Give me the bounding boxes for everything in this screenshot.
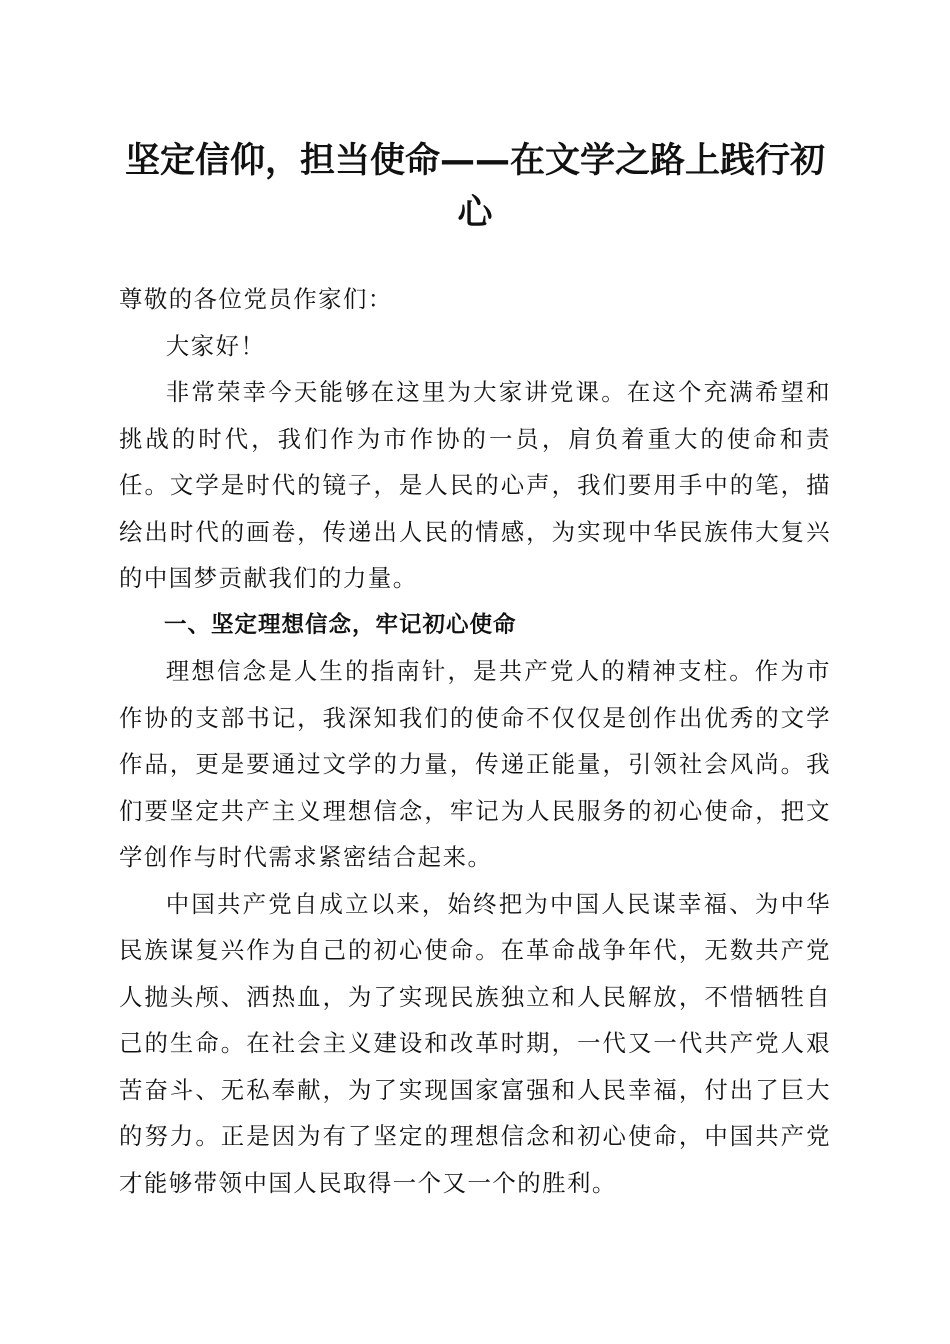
- body-paragraph: 理想信念是人生的指南针，是共产党人的精神支柱。作为市作协的支部书记，我深知我们的使命不仅仅是创作出优秀的文学作品，更是要通过文学的力量，传递正能量，引领社会风尚。我们要坚定共产主义理想信念，牢记为人民服务的初心使命，把文学创作与时代需求紧密结合起来。: [119, 657, 831, 871]
- document-body: [119, 276, 831, 1206]
- intro-paragraph: 非常荣幸今天能够在这里为大家讲党课。在这个充满希望和挑战的时代，我们作为市作协的一员，肩负着重大的使命和责任。文学是时代的镜子，是人民的心声，我们要用手中的笔，描绘出时代的画卷，传递出人民的情感，为实现中华民族伟大复兴的中国梦贡献我们的力量。: [119, 378, 831, 592]
- section-heading: 一、坚定理想信念，牢记初心使命: [164, 611, 517, 638]
- salutation: 尊敬的各位党员作家们：: [119, 285, 393, 313]
- greeting: 大家好！: [165, 331, 266, 360]
- body-paragraph: 中国共产党自成立以来，始终把为中国人民谋幸福、为中华民族谋复兴作为自己的初心使命。在革命战争年代，无数共产党人抛头颅、洒热血，为了实现民族独立和人民解放，不惜牺牲自己的生命。在社会主义建设和改革时期，一代又一代共产党人艰苦奋斗、无私奉献，为了实现国家富强和人民幸福，付出了巨大的努力。正是因为有了坚定的理想信念和初心使命，中国共产党才能够带领中国人民取得一个又一个的胜利。: [119, 889, 831, 1197]
- document-title: 坚定信仰，担当使命——在文学之路上践行初心: [124, 141, 825, 233]
